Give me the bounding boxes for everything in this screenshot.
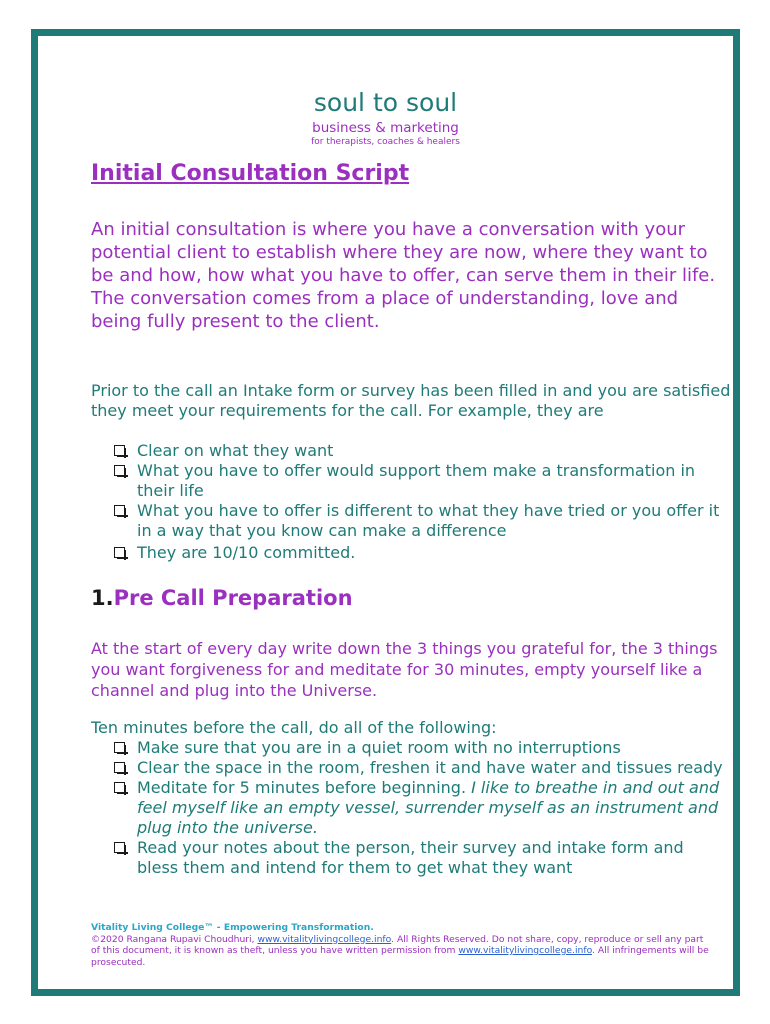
checkbox-icon: [114, 842, 125, 853]
brand-subtitle: business & marketing: [312, 120, 459, 136]
checkbox-icon: [114, 547, 125, 558]
list-item: Meditate for 5 minutes before beginning. I like to breathe in and out and feel myself like an empty vessel, surrender myself as an instrument and plug into the universe.: [114, 778, 729, 838]
brand-title: soul to soul: [313, 88, 458, 117]
section-heading: [91, 586, 353, 610]
requirements-list: [114, 441, 729, 563]
page-frame: [31, 29, 740, 996]
checkbox-icon: [114, 445, 125, 456]
footer-link[interactable]: www.vitalitylivingcollege.info: [257, 933, 392, 945]
brand-tagline: for therapists, coaches & healers: [311, 137, 460, 147]
footer: [91, 922, 711, 968]
footer-brandline: Vitality Living College™ - Empowering Transformation.: [91, 922, 374, 933]
checkbox-icon: [114, 742, 125, 753]
list-item: Clear the space in the room, freshen it and have water and tissues ready: [114, 758, 729, 778]
checkbox-icon: [114, 782, 125, 793]
daily-paragraph: At the start of every day write down the 3 things you grateful for, the 3 things you want forgiveness for and meditate for 30 minutes, empty yourself like a channel and plug into the Universe.: [91, 639, 718, 700]
intro-paragraph: An initial consultation is where you have a conversation with your potential client to establish where they are now, where they want to be and how, how what you have to offer, can serve them in their life. The conversation comes from a place of understanding, love and being fully present to the client.: [91, 219, 716, 332]
list-item: What you have to offer is different to what they have tried or you offer it in a way that you know can make a difference: [114, 501, 729, 541]
list-item: Read your notes about the person, their survey and intake form and bless them and intend for them to get what they want: [114, 838, 729, 878]
checkbox-icon: [114, 465, 125, 476]
checkbox-icon: [114, 762, 125, 773]
prior-paragraph: Prior to the call an Intake form or survey has been filled in and you are satisfied they meet your requirements for the call. For example, they are: [91, 381, 731, 420]
list-item: What you have to offer would support them make a transformation in their life: [114, 461, 729, 501]
list-item: They are 10/10 committed.: [114, 543, 729, 563]
list-item: Clear on what they want: [114, 441, 729, 461]
section-number: 1.: [91, 586, 114, 610]
meditate-note: I like to breathe in and out and feel myself like an empty vessel, surrender myself as an instrument and plug into the universe.: [137, 778, 720, 837]
page-title: Initial Consultation Script: [91, 161, 410, 186]
list-item: Make sure that you are in a quiet room with no interruptions: [114, 738, 729, 758]
footer-copyright: ©2020 Rangana Rupavi Choudhuri, www.vitalitylivingcollege.info. All Rights Reserved. Do not share, copy, reproduce or sell any part of this document, it is known as theft, unless you have written permission from www.vitalitylivingcollege.info. All infringements will be prosecuted.: [91, 933, 709, 968]
preparation-list: [114, 738, 729, 878]
section-title: Pre Call Preparation: [113, 586, 353, 610]
before-call-intro: Ten minutes before the call, do all of the following:: [91, 718, 497, 737]
footer-link-2[interactable]: www.vitalitylivingcollege.info: [458, 945, 593, 956]
checkbox-icon: [114, 505, 125, 516]
